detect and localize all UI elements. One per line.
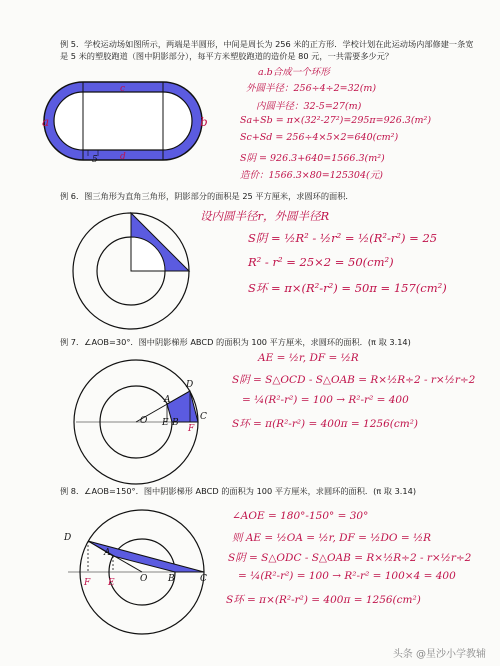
problem-5-text: 例 5．学校运动场如图所示，两端是半圆形，中间是周长为 256 米的正方形．学校计划在此运动场内部修建一条宽是 5 米的塑胶跑道（图中阴影部分），每平方米塑胶跑道的造价是 80 元，一共需要多少元？ (60, 39, 474, 61)
fig8-label-D: D (64, 533, 72, 543)
problem-6-text: 例 6．图三角形为直角三角形，阴影部分的面积是 25 平方厘米，求圆环的面积． (60, 191, 354, 201)
p7-solution-line-1: AE = ½r, DF = ½R (258, 352, 359, 364)
fig7-label-D: D (186, 380, 194, 390)
fig8-label-F: F (84, 578, 91, 588)
fig8-label-E: E (108, 578, 115, 588)
fig5-label-width: 5 (92, 155, 98, 165)
fig7-label-F: F (188, 424, 195, 434)
fig5-label-c: c (120, 84, 126, 94)
fig5-label-d: d (120, 152, 126, 162)
fig7-label-O: O (140, 416, 148, 426)
fig7-label-A: A (164, 395, 171, 405)
fig7-label-B: B (172, 418, 179, 428)
p5-solution-line-2: 外圆半径：256÷4÷2=32(m) (246, 83, 377, 94)
p6-solution-line-3: R² - r² = 25×2 = 50(cm²) (248, 255, 394, 269)
problem-8-text: 例 8．∠AOB=150°．图中阴影梯形 ABCD 的面积为 100 平方厘米，求圆环的面积．(π 取 3.14) (60, 486, 417, 496)
p5-solution-line-3: 内圆半径：32-5=27(m) (256, 101, 362, 112)
fig5-label-a: a (42, 115, 50, 129)
p7-solution-line-4: S环 = π(R²-r²) = 400π = 1256(cm²) (232, 418, 419, 430)
fig5-label-b: b (200, 115, 208, 129)
fig8-label-O: O (140, 574, 148, 584)
p5-solution-line-5: Sc+Sd = 256÷4×5×2=640(cm²) (240, 132, 399, 143)
p8-solution-line-5: S环 = π×(R²-r²) = 400π = 1256(cm²) (226, 594, 421, 606)
p8-solution-line-1: ∠AOE = 180°-150° = 30° (232, 510, 369, 522)
p8-solution-line-2: 则 AE = ½OA = ½r, DF = ½DO = ½R (232, 532, 432, 544)
figure-6-annulus (66, 206, 196, 336)
p8-solution-line-4: = ¼(R²-r²) = 100 → R²-r² = 100×4 = 400 (238, 570, 456, 582)
p8-solution-line-3: S阴 = S△ODC - S△OAB = R×½R÷2 - r×½r÷2 (228, 552, 472, 564)
p6-solution-line-1: 设内圆半径r，外圆半径R (200, 209, 330, 223)
figure-8-annulus (58, 502, 208, 642)
fig7-label-E: E (162, 418, 169, 428)
fig8-label-B: B (168, 574, 175, 584)
p7-solution-line-3: = ¼(R²-r²) = 100 → R²-r² = 400 (242, 394, 409, 406)
p5-solution-line-1: a.b合成一个环形 (258, 67, 330, 78)
watermark: 头条 @星沙小学教辅 (392, 649, 486, 660)
p6-solution-line-2: S阴 = ½R² - ½r² = ½(R²-r²) = 25 (248, 231, 438, 245)
problem-7-text: 例 7．∠AOB=30°．图中阴影梯形 ABCD 的面积为 100 平方厘米，求圆环的面积．(π 取 3.14) (60, 337, 411, 347)
fig7-label-C: C (200, 412, 207, 422)
fig8-label-C: C (200, 574, 207, 584)
figure-7-annulus (66, 352, 206, 492)
p5-solution-line-7: 造价：1566.3×80=125304(元) (240, 170, 383, 181)
p7-solution-line-2: S阴 = S△OCD - S△OAB = R×½R÷2 - r×½r÷2 (232, 374, 476, 386)
p5-solution-line-6: S阴 = 926.3+640=1566.3(m²) (240, 153, 385, 164)
fig8-label-A: A (104, 548, 111, 558)
p5-solution-line-4: Sa+Sb = π×(32²-27²)=295π=926.3(m²) (240, 115, 432, 126)
p6-solution-line-4: S环 = π×(R²-r²) = 50π = 157(cm²) (248, 281, 447, 295)
